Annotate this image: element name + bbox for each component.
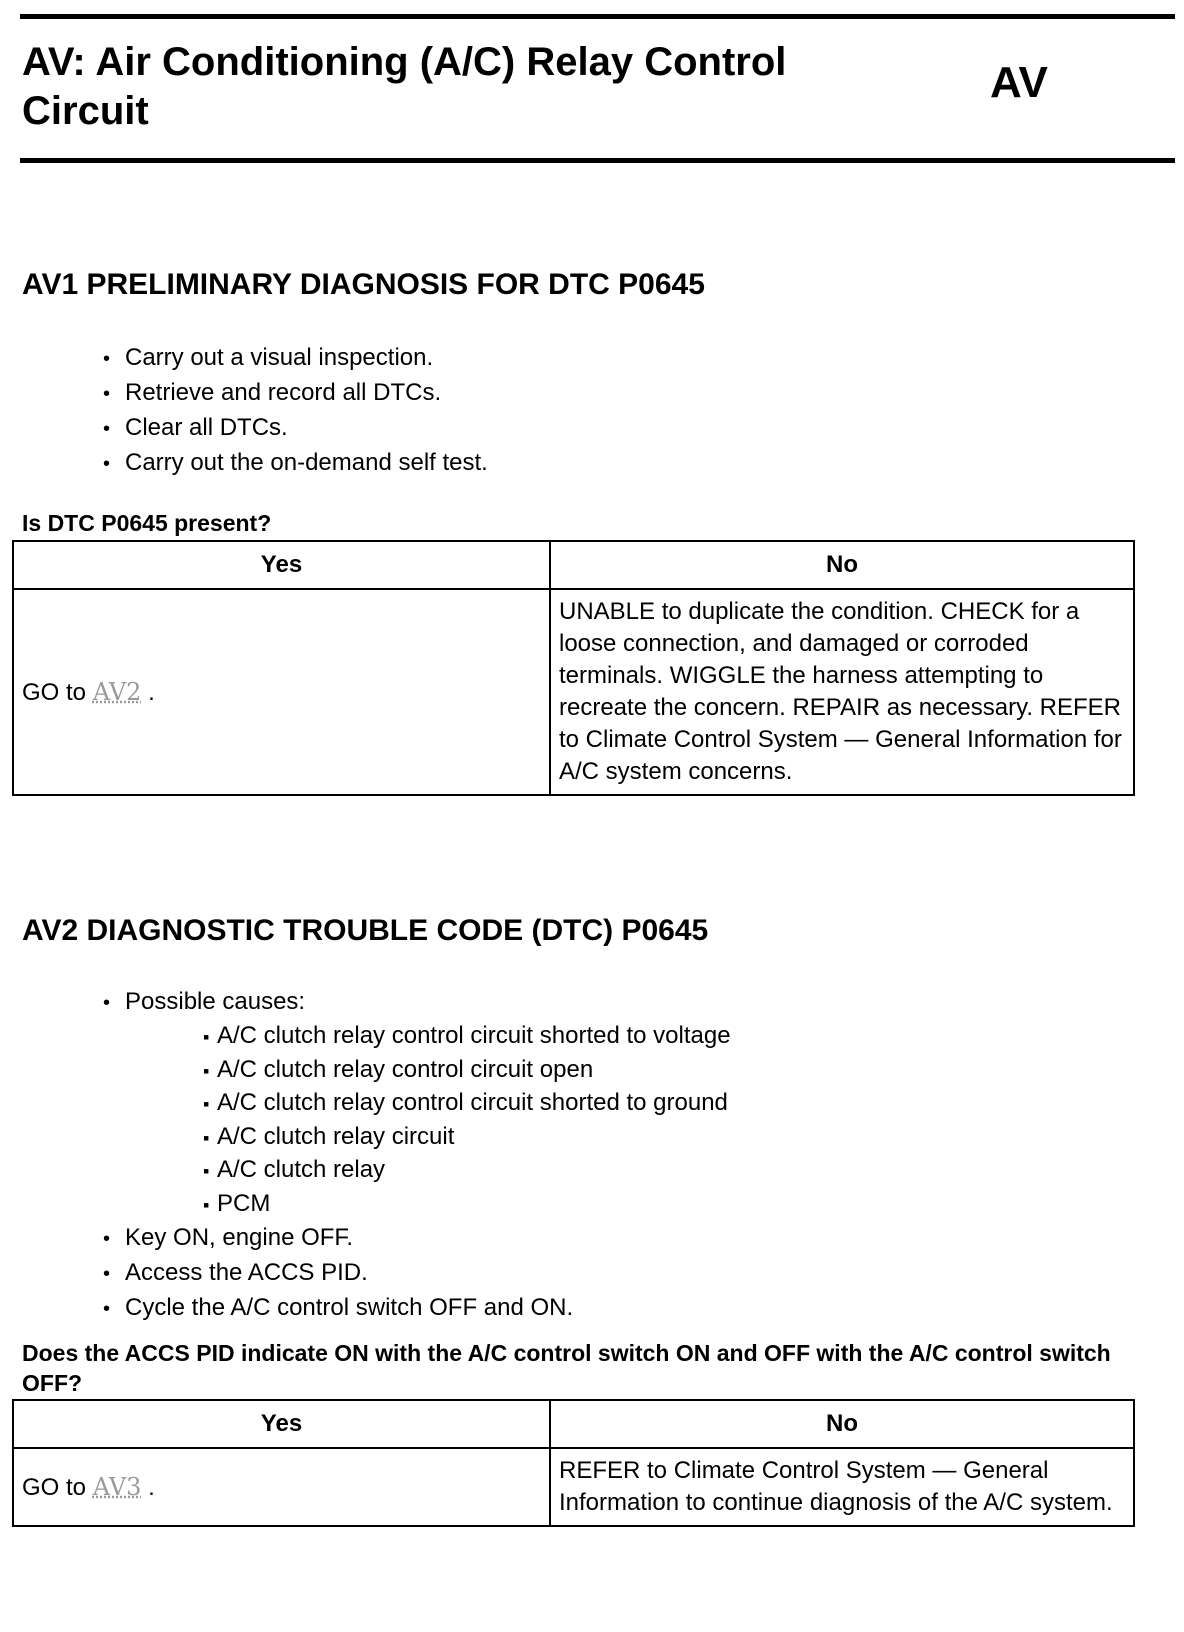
yes-header: Yes <box>13 541 550 589</box>
av2-heading: AV2 DIAGNOSTIC TROUBLE CODE (DTC) P0645 <box>22 914 709 947</box>
av2-question: Does the ACCS PID indicate ON with the A/C control switch ON and OFF with the A/C control switch OFF? <box>22 1340 1111 1396</box>
yes-cell: GO to AV2 . <box>13 589 550 795</box>
list-item: • Access the ACCS PID. <box>100 1256 731 1291</box>
yes-header: Yes <box>13 1400 550 1448</box>
list-item: ▪ A/C clutch relay control circuit shorted to voltage <box>200 1020 731 1054</box>
list-item: • Cycle the A/C control switch OFF and ON. <box>100 1291 731 1326</box>
av1-steps-list <box>100 341 488 481</box>
no-header: No <box>550 1400 1134 1448</box>
list-item: ▪ A/C clutch relay <box>200 1154 731 1188</box>
yes-cell: GO to AV3 . <box>13 1448 550 1526</box>
list-item: • Retrieve and record all DTCs. <box>100 376 488 411</box>
av2-link[interactable]: AV2 <box>92 677 142 706</box>
no-cell: REFER to Climate Control System — General Information to continue diagnosis of the A/C system. <box>550 1448 1134 1526</box>
list-item: • Clear all DTCs. <box>100 411 488 446</box>
table-header-row <box>13 541 1134 589</box>
list-item: ▪ A/C clutch relay control circuit shorted to ground <box>200 1087 731 1121</box>
list-item: ▪ A/C clutch relay circuit <box>200 1121 731 1155</box>
av1-decision-table <box>12 540 1135 796</box>
section-code: AV <box>990 58 1048 107</box>
list-item: • Carry out the on-demand self test. <box>100 446 488 481</box>
av2-decision-table <box>12 1399 1135 1527</box>
list-item: • Key ON, engine OFF. <box>100 1221 731 1256</box>
no-header: No <box>550 541 1134 589</box>
table-row <box>13 1448 1134 1526</box>
no-cell: UNABLE to duplicate the condition. CHECK for a loose connection, and damaged or corroded terminals. WIGGLE the harness attempting to recreate the concern. REPAIR as necessary. REFER to Climate Control System — General Information for A/C system concerns. <box>550 589 1134 795</box>
av3-link[interactable]: AV3 <box>92 1472 142 1501</box>
av1-question: Is DTC P0645 present? <box>22 510 272 536</box>
page-title: AV: Air Conditioning (A/C) Relay Control Circuit <box>22 40 787 133</box>
list-item: • Carry out a visual inspection. <box>100 341 488 376</box>
list-item: • Possible causes: ▪ A/C clutch relay control circuit shorted to voltage ▪ A/C clutch relay control circuit open ▪ A/C clutch relay control circuit shorted to ground ▪ A/C clutch relay circuit ▪ A/C clutch relay ▪ PCM <box>100 985 731 1221</box>
header-bottom-rule <box>20 158 1175 163</box>
possible-causes-list <box>100 1020 731 1221</box>
list-item: ▪ A/C clutch relay control circuit open <box>200 1054 731 1088</box>
table-row <box>13 589 1134 795</box>
av2-steps-list <box>100 985 731 1326</box>
list-item: ▪ PCM <box>200 1188 731 1222</box>
table-header-row <box>13 1400 1134 1448</box>
top-rule <box>20 14 1175 19</box>
av1-heading: AV1 PRELIMINARY DIAGNOSIS FOR DTC P0645 <box>22 268 705 301</box>
